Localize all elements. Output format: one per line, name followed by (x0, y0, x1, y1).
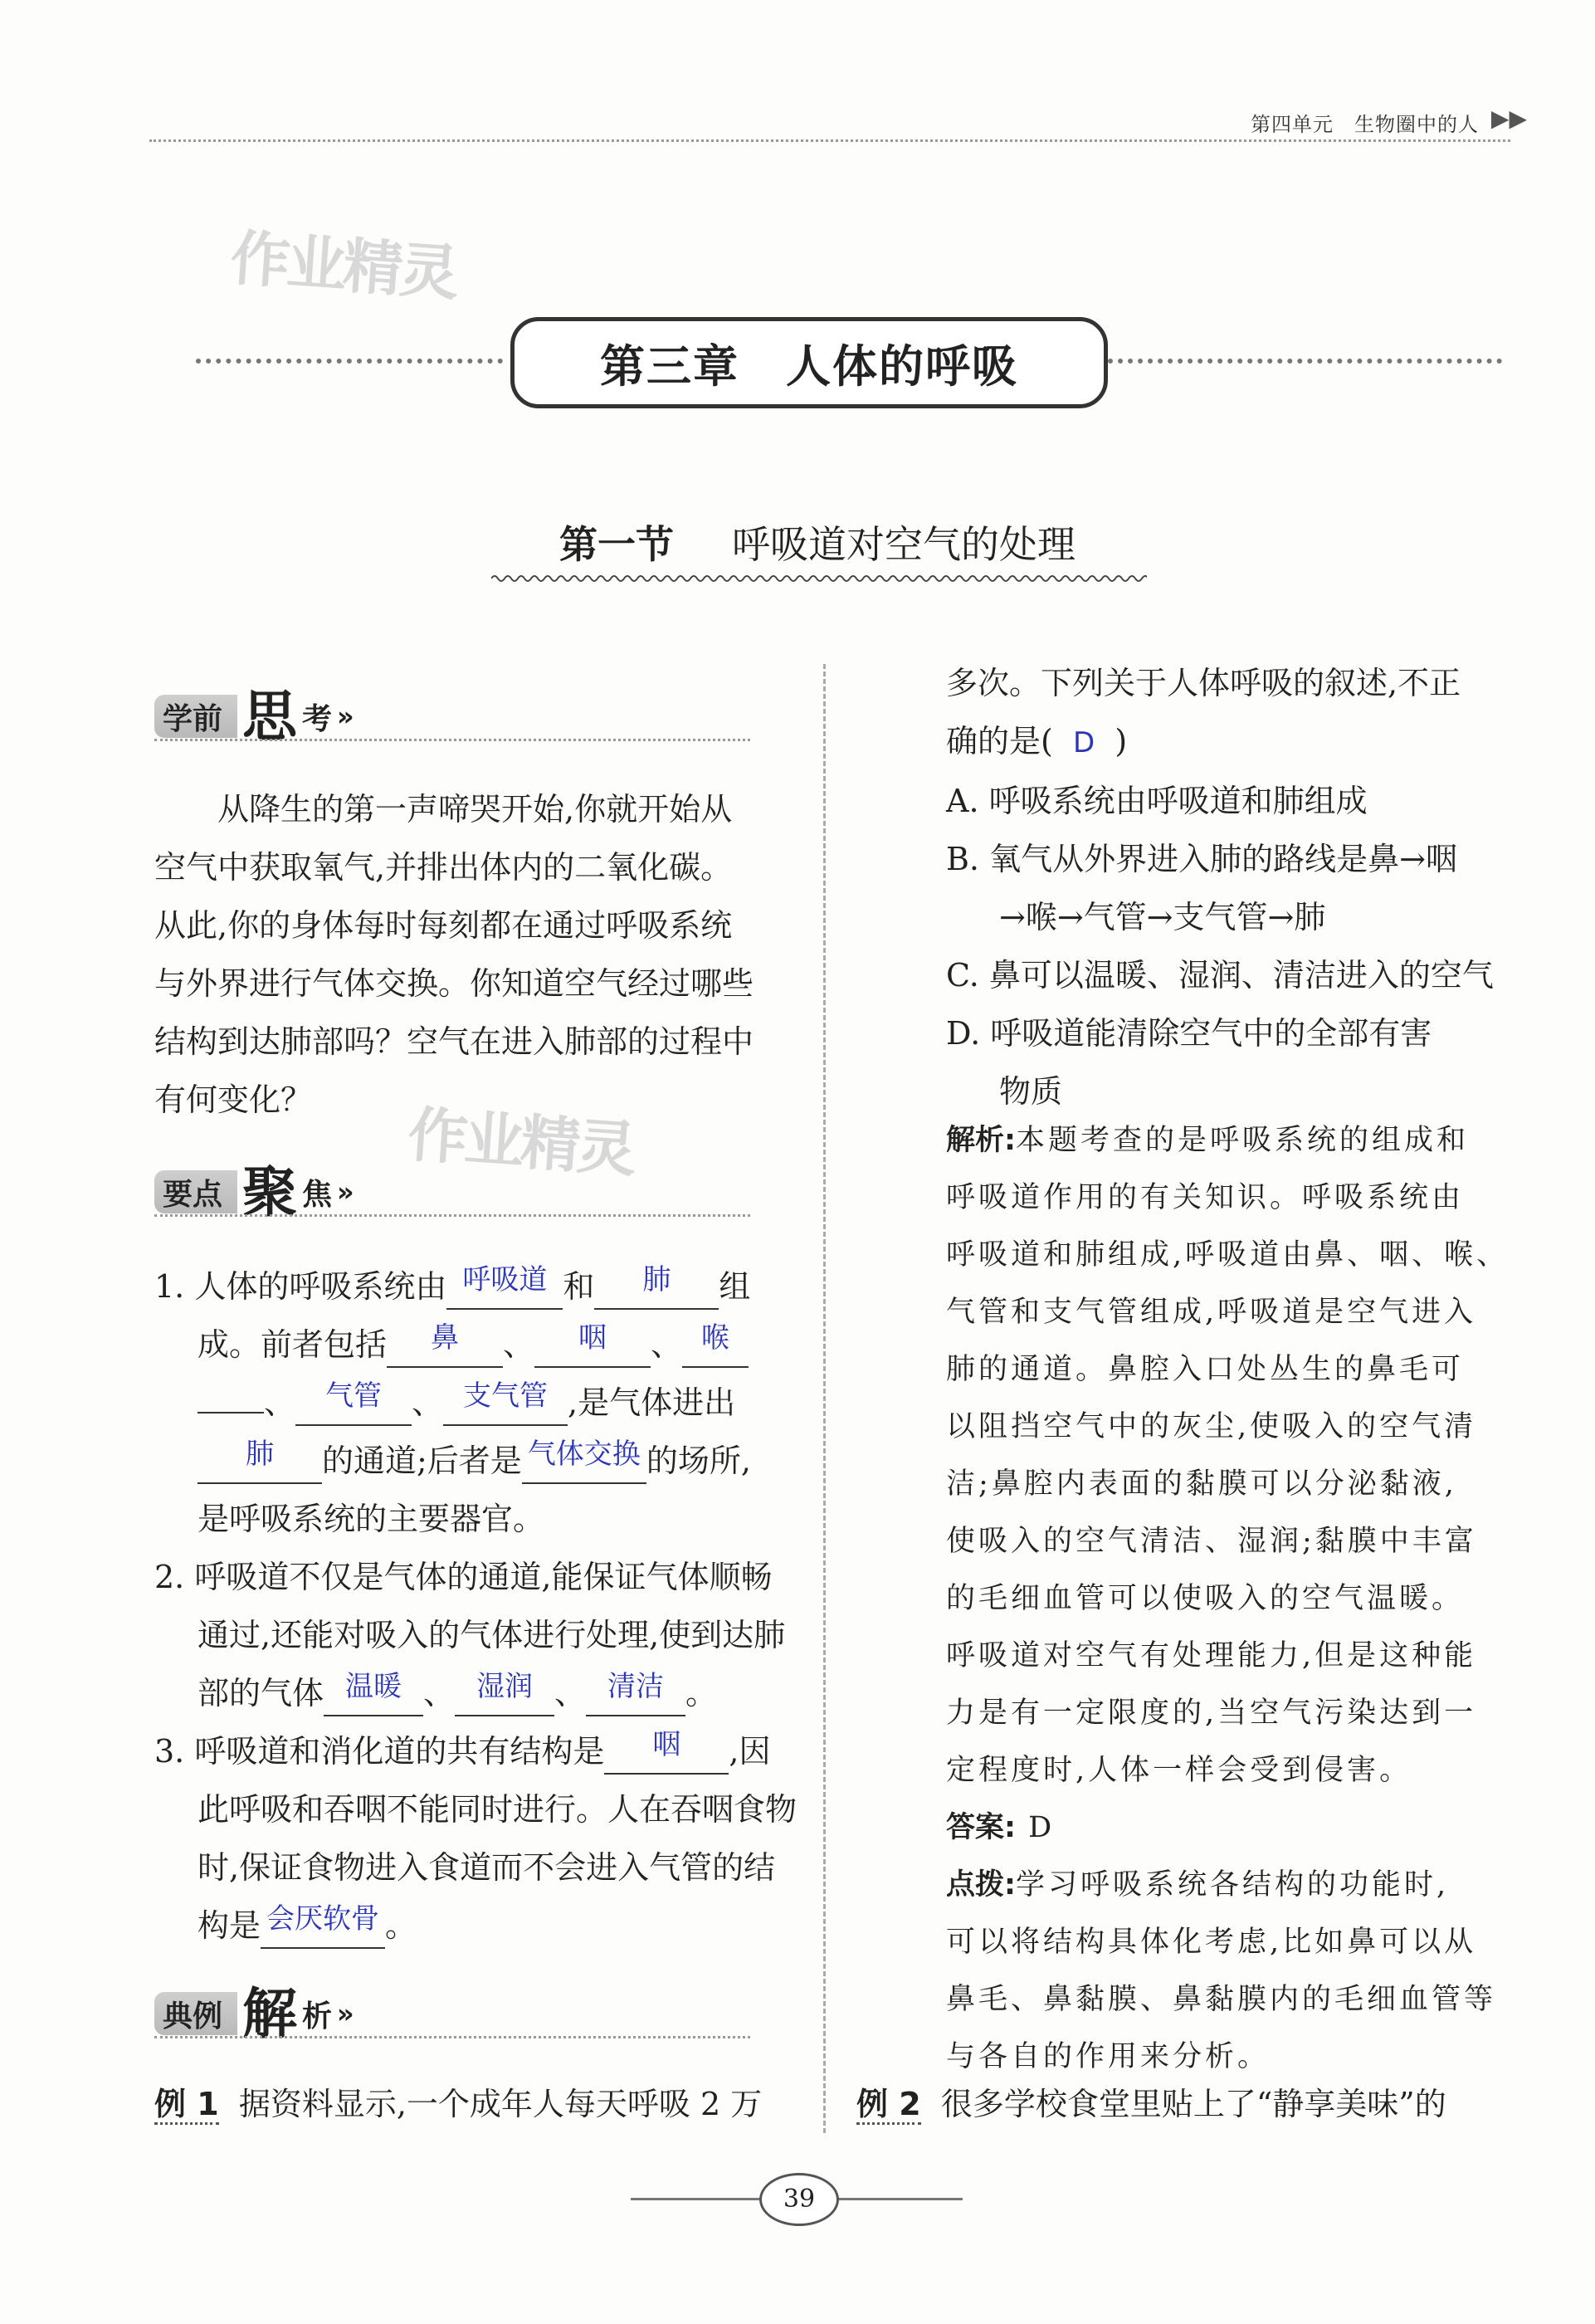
option-c (946, 946, 1527, 1004)
text: 、 (503, 1326, 535, 1363)
chapter-dots-left (196, 359, 503, 364)
ribbon-big-char: 解 (242, 1981, 298, 2046)
text: 呼吸道不仅是气体的通道,能保证气体顺畅 (194, 1559, 773, 1595)
answer-blank (198, 1412, 264, 1413)
example-label: 例 2 (856, 2086, 921, 2125)
text: 。 (685, 1675, 718, 1711)
text-line: 与外界进行气体交换。你知道空气经过哪些 (154, 965, 754, 1002)
answer-blank (443, 1379, 568, 1426)
text-line: 结构到达肺部吗？空气在进入肺部的过程中 (154, 1023, 754, 1060)
text: 人体的呼吸系统由 (194, 1268, 447, 1305)
answer-blank (198, 1438, 322, 1484)
text: 的场所, (646, 1443, 751, 1479)
answer: 呼吸道 (462, 1263, 548, 1296)
ribbon-rule (154, 2036, 750, 2038)
text-line: 时,保证食物进入食道而不会进入气管的结 (198, 1849, 776, 1886)
ribbon-big-char: 聚 (242, 1160, 298, 1224)
double-chevron-icon: » (337, 701, 354, 732)
answer-blank (682, 1321, 749, 1368)
option-text: →喉→气管→支气管→肺 (999, 899, 1326, 935)
text-line: 的毛细血管可以使吸入的空气温暖。 (946, 1582, 1465, 1615)
answer: 支气管 (463, 1379, 549, 1413)
answer: 咽 (578, 1321, 607, 1355)
answer: 温暖 (345, 1670, 402, 1703)
analysis-block (946, 1112, 1527, 2086)
text: 学习呼吸系统各结构的功能时, (1016, 1868, 1450, 1902)
answer-blank (261, 1902, 385, 1949)
text: 、 (651, 1326, 683, 1363)
text-line: 此呼吸和吞咽不能同时进行。人在吞咽食物 (198, 1791, 798, 1828)
option-text: 呼吸道能清除空气中的全部有害 (990, 1015, 1432, 1052)
answer: 鼻 (431, 1321, 460, 1355)
answer-blank (387, 1321, 503, 1368)
option-text: 氧气从外界进入肺的路线是鼻→咽 (989, 841, 1457, 877)
ribbon-small-char: 析 (302, 1999, 333, 2034)
text: 。 (385, 1907, 417, 1944)
text: 呼吸道和消化道的共有结构是 (194, 1733, 605, 1770)
option-d (946, 1004, 1527, 1062)
text-line: 与各自的作用来分析。 (946, 2040, 1271, 2073)
text: 、 (412, 1384, 444, 1421)
column-divider (823, 664, 826, 2133)
answer: 喉 (701, 1321, 730, 1355)
text: ,是气体进出 (568, 1384, 736, 1421)
option-text: 物质 (999, 1073, 1063, 1110)
answer-blank (446, 1263, 563, 1310)
answer: 会厌软骨 (266, 1902, 380, 1936)
ribbon-focus (154, 1160, 354, 1224)
text-line: 力是有一定限度的,当空气污染达到一 (946, 1697, 1477, 1730)
text-line: 呼吸道对空气有处理能力,但是这种能 (946, 1639, 1477, 1672)
answer-blank (522, 1438, 646, 1484)
answer-blank (534, 1321, 651, 1368)
tip-label: 点拨: (946, 1868, 1016, 1902)
answer-blank (586, 1670, 685, 1716)
page-number: 39 (759, 2173, 839, 2226)
answer-blank (604, 1728, 729, 1775)
text-line: 空气中获取氧气,并排出体内的二氧化碳。 (154, 849, 733, 886)
answer: D (1073, 726, 1095, 759)
chapter-banner (510, 317, 1108, 408)
text-line: 肺的通道。鼻腔入口处丛生的鼻毛可 (946, 1353, 1465, 1386)
answer: 咽 (652, 1728, 681, 1761)
answer: 肺 (246, 1438, 274, 1471)
answer: 气体交换 (527, 1438, 641, 1471)
point-3 (154, 1722, 802, 1955)
header-rule (149, 139, 1510, 142)
example-text: 据资料显示,一个成年人每天呼吸 2 万 (238, 2086, 763, 2122)
answer-label: 答案: (946, 1811, 1016, 1844)
answer-blank (295, 1379, 412, 1426)
text: 和 (563, 1268, 595, 1305)
example-text: 很多学校食堂里贴上了“静享美味”的 (940, 2086, 1446, 2122)
text-line: 以阻挡空气中的灰尘,使吸入的空气清 (946, 1410, 1477, 1443)
answer: 湿润 (476, 1670, 534, 1703)
chapter-dots-right (1108, 359, 1502, 364)
text-line: 有何变化？ (154, 1081, 313, 1118)
example-label: 例 1 (154, 2086, 219, 2125)
text: 组 (719, 1268, 751, 1305)
example-1 (154, 2075, 802, 2133)
double-chevron-icon: » (337, 1176, 354, 1208)
analysis-label: 解析: (946, 1124, 1016, 1157)
text: 部的气体 (198, 1675, 324, 1711)
point-1 (154, 1257, 802, 1548)
ribbon-label: 典例 (154, 1992, 237, 2035)
option-key: A. (946, 783, 979, 819)
header-arrow-icon: ▶▶ (1490, 105, 1527, 132)
answer: 肺 (642, 1263, 671, 1296)
ribbon-think (154, 684, 354, 749)
text-line: 鼻毛、鼻黏膜、鼻黏膜内的毛细血管等 (946, 1983, 1497, 2016)
point-number: 3. (154, 1733, 185, 1770)
example-2 (856, 2075, 1537, 2133)
ribbon-small-char: 焦 (302, 1177, 333, 1212)
text: 、 (423, 1675, 456, 1711)
section-title (490, 515, 1145, 569)
option-text: 呼吸系统由呼吸道和肺组成 (988, 783, 1368, 819)
watermark: 作业精灵 (405, 1099, 637, 1185)
answer: 清洁 (607, 1670, 665, 1703)
answer-blank (455, 1670, 554, 1716)
section-number: 第一节 (559, 522, 674, 567)
double-chevron-icon: » (337, 1998, 354, 2029)
text: ) (1115, 723, 1128, 759)
text-line: 呼吸道和肺组成,呼吸道由鼻、咽、喉、 (946, 1238, 1510, 1272)
answer-blank (324, 1670, 423, 1716)
text-line: 从此,你的身体每时每刻都在通过呼吸系统 (154, 907, 733, 944)
point-2 (154, 1548, 802, 1722)
text-line: 可以将结构具体化考虑,比如鼻可以从 (946, 1926, 1477, 1959)
answer-blank (594, 1263, 719, 1310)
option-b (946, 830, 1527, 888)
text: ,因 (729, 1733, 771, 1770)
text: 构是 (198, 1907, 261, 1944)
text: 本题考查的是呼吸系统的组成和 (1016, 1124, 1470, 1157)
think-paragraph (154, 780, 793, 1129)
option-key: C. (946, 957, 979, 994)
text: 成。前者包括 (198, 1326, 388, 1363)
answer-value: D (1028, 1811, 1056, 1844)
section-wavy-underline (491, 573, 1147, 584)
text-line: 洁;鼻腔内表面的黏膜可以分泌黏液, (946, 1467, 1457, 1501)
running-header: 第四单元 生物圈中的人 (1251, 113, 1479, 136)
text: 的通道;后者是 (322, 1443, 522, 1479)
text-line: 从降生的第一声啼哭开始,你就开始从 (217, 791, 733, 828)
text-line: 定程度时,人体一样会受到侵害。 (946, 1754, 1412, 1787)
text-line: 是呼吸系统的主要器官。 (198, 1501, 545, 1537)
point-number: 1. (154, 1268, 185, 1305)
answer: 气管 (325, 1379, 383, 1413)
option-key: D. (946, 1015, 981, 1052)
text-line: 使吸入的空气清洁、湿润;黏膜中丰富 (946, 1525, 1477, 1558)
section-name: 呼吸道对空气的处理 (732, 522, 1076, 567)
ribbon-example (154, 1981, 354, 2046)
text: 、 (264, 1384, 296, 1421)
text-line: 呼吸道作用的有关知识。呼吸系统由 (946, 1181, 1465, 1214)
example-1-continued (946, 654, 1527, 1120)
text-line: 通过,还能对吸入的气体进行处理,使到达肺 (198, 1617, 786, 1653)
text-line: 气管和支气管组成,呼吸道是空气进入 (946, 1296, 1477, 1329)
option-key: B. (946, 841, 980, 877)
text-line: 多次。下列关于人体呼吸的叙述,不正 (946, 665, 1461, 701)
point-number: 2. (154, 1559, 185, 1595)
ribbon-big-char: 思 (242, 684, 298, 749)
ribbon-label: 要点 (154, 1170, 237, 1213)
text: 确的是( (946, 723, 1053, 759)
ribbon-rule (154, 1214, 750, 1217)
watermark: 作业精灵 (227, 222, 459, 309)
option-a (946, 772, 1527, 830)
chapter-title: 第三章 人体的呼吸 (600, 339, 1018, 393)
option-text: 鼻可以温暖、湿润、清洁进入的空气 (988, 957, 1494, 994)
ribbon-small-char: 考 (302, 701, 333, 736)
text: 、 (554, 1675, 587, 1711)
ribbon-rule (154, 739, 750, 741)
ribbon-label: 学前 (154, 695, 237, 738)
